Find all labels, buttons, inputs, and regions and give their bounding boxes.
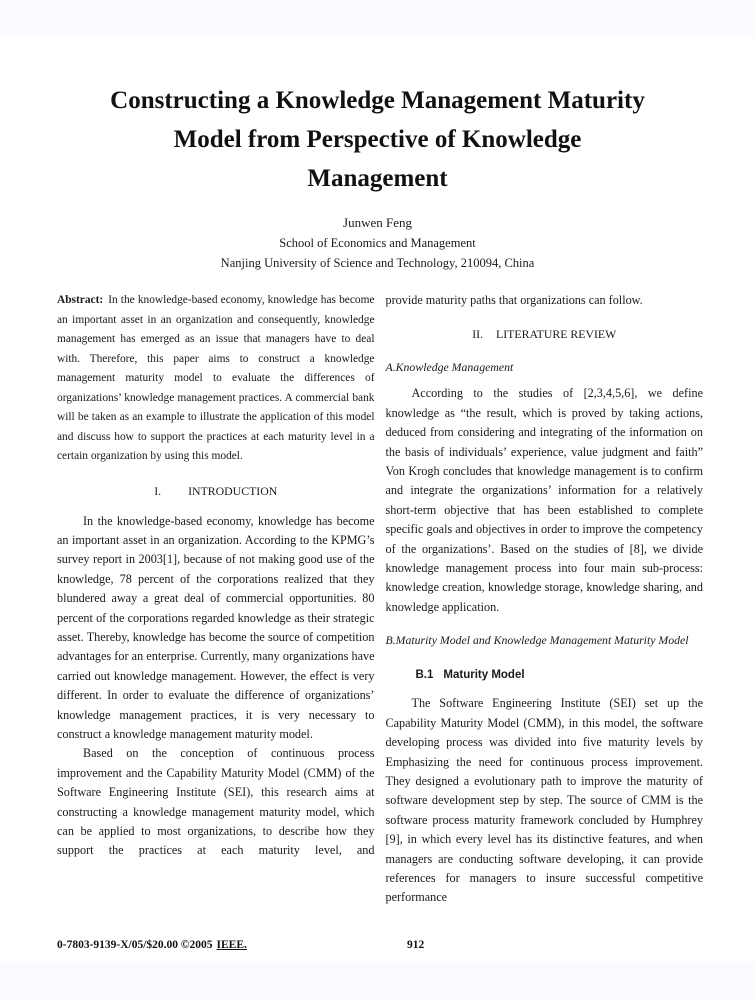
section-title: LITERATURE REVIEW [496, 327, 617, 342]
section-number: I. [154, 483, 162, 498]
copyright-ieee: IEEE. [216, 939, 247, 951]
section-heading-literature-review [386, 325, 704, 344]
paper-page [0, 37, 755, 962]
intro-paragraph-2: Based on the conception of continuous process improvement and the Capability Maturity Model (CMM) of the Software Engineering Institute (SEI), this research aims at constructing a knowledge management maturity model, which can be applied to most organizations, to describe how they support the practices at each maturity level, and [57, 746, 375, 858]
maturity-model-paragraph: The Software Engineering Institute (SEI) set up the Capability Maturity Model (CMM), in this model, the software developing process was divided into five maturity levels by Emphasizing the need for continuous process improvement. They designed a evolutionary path to improve the maturity of software development step by step. The source of CMM is the software process maturity framework concluded by Humphrey [9], in which every level has its distinctive features, and when managers are conducting software developing, it can provide references for managers to insure successful competitive performance [385, 696, 703, 905]
section-title: INTRODUCTION [188, 483, 278, 498]
two-column-body [57, 291, 703, 908]
paper-title-line-1: Constructing a Knowledge Management Maturity [110, 87, 645, 114]
section-heading-introduction [57, 482, 375, 501]
abstract-paragraph [57, 291, 375, 467]
paper-title [48, 81, 708, 198]
copyright-notice [57, 939, 247, 951]
continuation-line: provide maturity paths that organizations can follow. [385, 293, 643, 307]
knowledge-management-paragraph: According to the studies of [2,3,4,5,6], we define knowledge as “the result, which is proved by taking actions, deduced from considering and integrating of the information on the basis of individuals’ experience, value judgment and faith” Von Krogh concludes that knowledge management is to confirm and integrate the organizations’ information for a relatively short-term objective that has been established to complete specific goals and objectives in order to improve the competency of the organizations’. Based on the studies of [8], we divide knowledge management process into four main sub-process: knowledge creation, knowledge storage, knowledge sharing, and knowledge application. [385, 386, 703, 614]
page-number: 912 [407, 939, 425, 951]
section-number: II. [472, 327, 484, 342]
subsection-b1-title: Maturity Model [443, 669, 525, 682]
right-column [386, 291, 704, 908]
abstract-label: Abstract: [57, 294, 104, 306]
affiliation-school: School of Economics and Management [279, 236, 476, 250]
intro-paragraph-1: In the knowledge-based economy, knowledge has become an important asset in an organization. According to the KPMG’s survey report in 2003[1], because of not making good use of the knowledge, 78 percent of the corporations realized that they blundered away a great deal of commercial opportunities. 80 percent of the corporations regarded knowledge as their strategic asset. Thereby, knowledge has become the source of competition advantages for an enterprise. Currently, many organizations have carried out knowledge management. However, the effect is very different. In order to evaluate the difference of organizations’ knowledge management practices, it is very necessary to construct a knowledge management maturity model. [57, 513, 375, 741]
copyright-text: 0-7803-9139-X/05/$20.00 ©2005 [57, 939, 213, 951]
paper-title-line-3: Management [307, 165, 448, 192]
left-column [57, 291, 375, 908]
subsection-b-heading: B.Maturity Model and Knowledge Management Maturity Model [385, 633, 689, 648]
affiliation-university: Nanjing University of Science and Technology, 210094, China [220, 256, 535, 270]
author-name: Junwen Feng [343, 215, 412, 230]
subsection-b1-heading [386, 667, 704, 683]
subsection-b1-number: B.1 [415, 669, 434, 682]
abstract-text: In the knowledge-based economy, knowledge has become an important asset in an organization and consequently, knowledge management has emerged as an issue that managers have to deal with. Therefore, this paper aims to construct a knowledge management maturity model to evaluate the differences of organizations’ knowledge management practices. A commercial bank will be taken as an example to illustrate the application of this model and discuss how to support the practices at each maturity level in a certain organization by using this model. [57, 294, 375, 462]
paper-title-line-2: Model from Perspective of Knowledge [173, 126, 582, 153]
subsection-a-heading: A.Knowledge Management [385, 360, 514, 375]
